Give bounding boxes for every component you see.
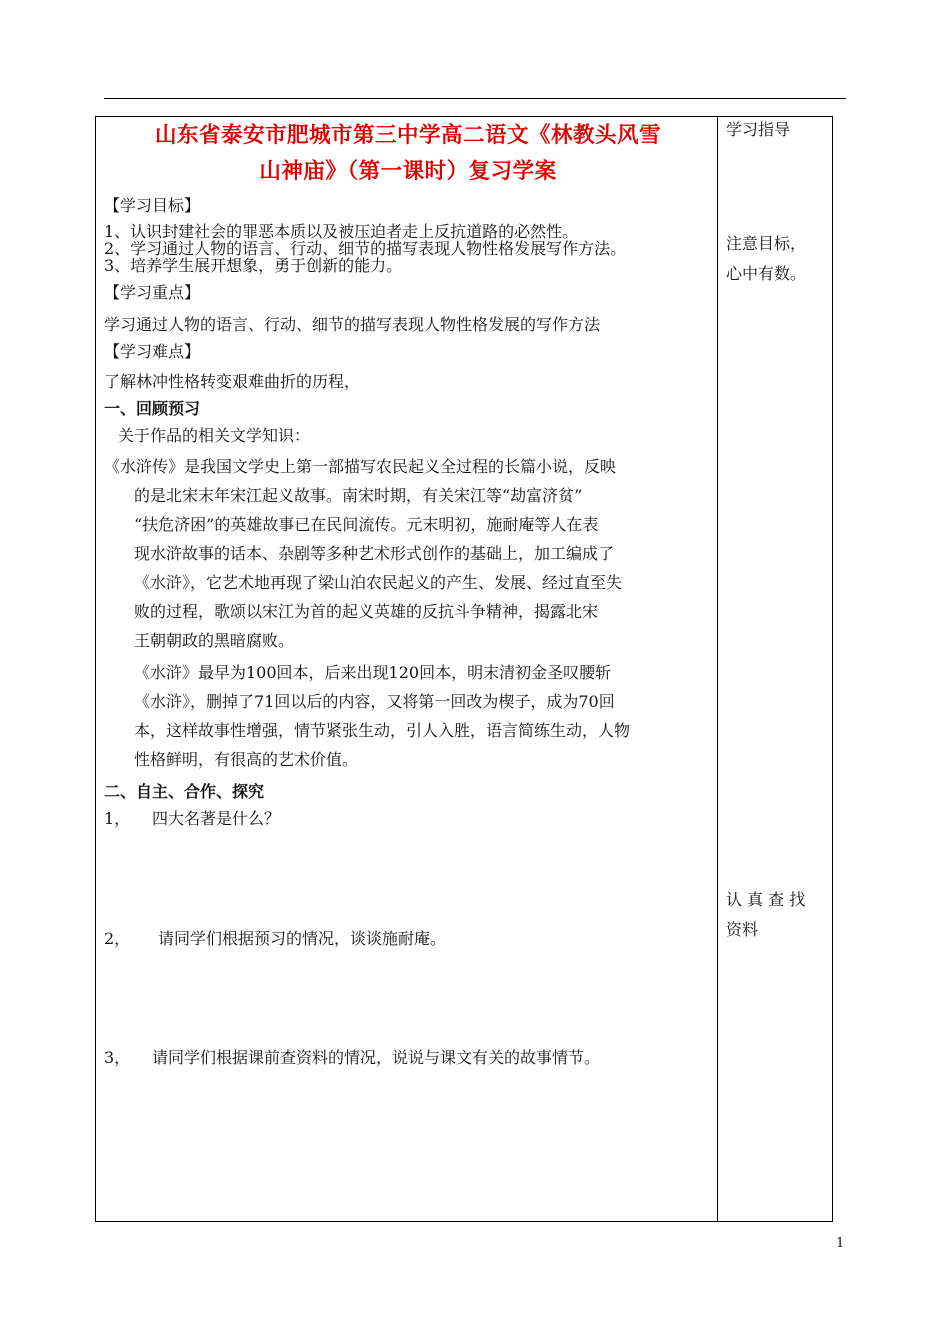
header-rule: [104, 98, 846, 99]
key-heading: 【学习重点】: [104, 283, 201, 302]
goal-item: 2、学习通过人物的语言、行动、细节的描写表现人物性格发展写作方法。: [104, 239, 627, 258]
difficulty-heading: 【学习难点】: [104, 342, 201, 361]
goal-list: [104, 223, 712, 274]
question-1: 1， 四大名著是什么？: [104, 809, 281, 828]
section1-intro: 关于作品的相关文学知识：: [118, 426, 311, 445]
guidance-note-goals: 注意目标， 心中有数。: [726, 234, 807, 283]
question-2: 2， 请同学们根据预习的情况，谈谈施耐庵。: [104, 929, 447, 948]
goal-item: 1、认识封建社会的罪恶本质以及被压迫者走上反抗道路的必然性。: [104, 222, 579, 241]
guidance-column: [726, 116, 826, 943]
main-column: [104, 116, 712, 1071]
guidance-heading: 学习指导: [726, 120, 791, 139]
section1-heading: 一、回顾预习: [104, 399, 201, 418]
document-title: 山东省泰安市肥城市第三中学高二语文《林教头风雪 山神庙》（第一课时）复习学案: [154, 123, 661, 184]
guidance-note-research: 认 真 查 找 资料: [726, 890, 806, 939]
page-number: 1: [836, 1236, 845, 1251]
question-3: 3， 请同学们根据课前查资料的情况，说说与课文有关的故事情节。: [104, 1048, 601, 1067]
goal-item: 3、培养学生展开想象，勇于创新的能力。: [104, 256, 403, 275]
goal-heading: 【学习目标】: [104, 196, 201, 215]
paragraph-shuihu-intro: 《水浒传》是我国文学史上第一部描写农民起义全过程的长篇小说，反映 的是北宋末年宋江起义故事。南宋时期，有关宋江等“劫富济贫” “扶危济困”的英雄故事已在民间流传。元末明初，施耐庵等人在表 现水浒故事的话本、杂剧等多种艺术形式创作的基础上，加工编成了 《水浒》，它艺术地再现了梁山泊农民起义的产生、发展、经过直至失 败的过程，歌颂以宋江为首的起义英雄的反抗斗争精神，揭露北宋 王朝朝政的黑暗腐败。: [104, 457, 623, 650]
key-text: 学习通过人物的语言、行动、细节的描写表现人物性格发展的写作方法: [104, 315, 601, 334]
section2-heading: 二、自主、合作、探究: [104, 782, 265, 801]
difficulty-text: 了解林冲性格转变艰难曲折的历程，: [104, 372, 361, 391]
column-divider: [717, 116, 718, 1222]
paragraph-editions: 《水浒》最早为100回本，后来出现120回本，明末清初金圣叹腰斩 《水浒》，删掉了71回以后的内容，又将第一回改为楔子，成为70回 本，这样故事性增强，情节紧张生动，引人入胜，语言简练生动，人物 性格鲜明，有很高的艺术价值。: [134, 663, 631, 769]
